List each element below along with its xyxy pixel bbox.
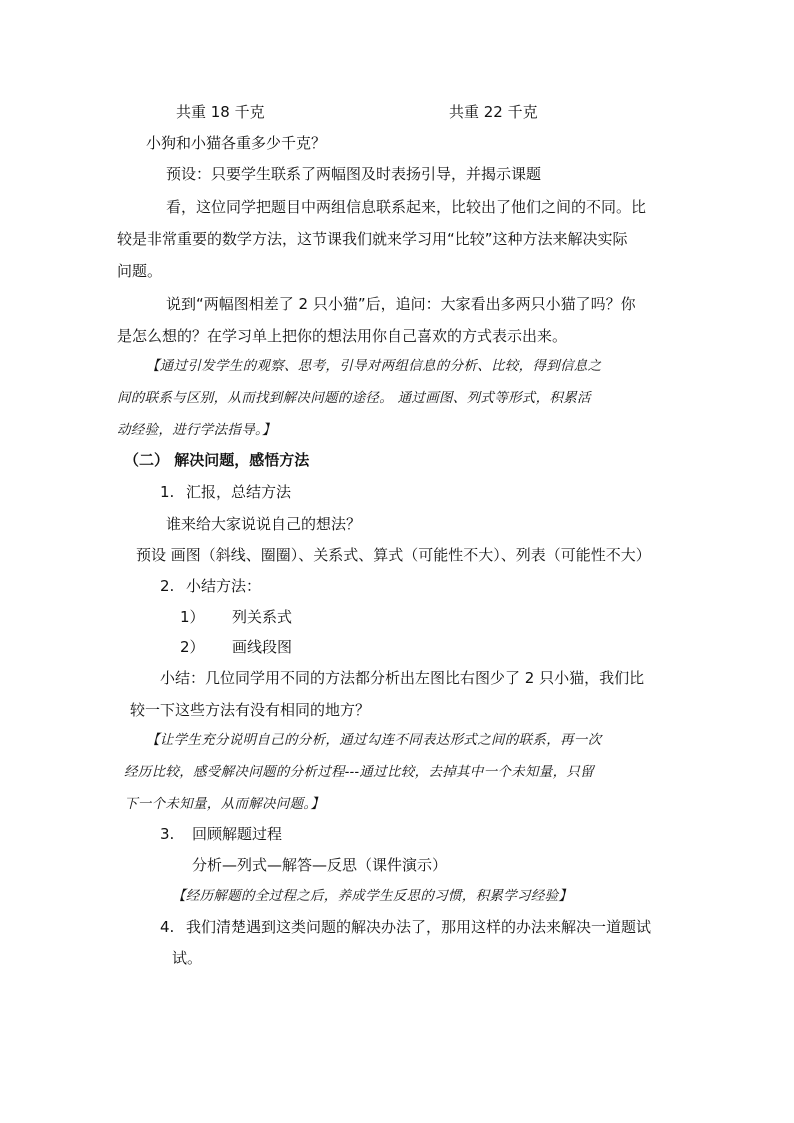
step-3-flow: 分析—列式—解答—反思（课件演示） [192,856,448,874]
list-item-text: 画线段图 [232,638,293,656]
step-2-number: 2. [160,577,175,595]
step-1-number: 1. [160,483,175,501]
summary-line-2: 较一下这些方法有没有相同的地方？ [130,701,371,719]
step-4-line-2: 试。 [172,949,203,967]
step-4-line-1: 我们清楚遇到这类问题的解决办法了，那用这样的办法来解决一道题试 [186,918,652,936]
question-text: 小狗和小猫各重多少千克？ [146,134,327,152]
intro-line-1: 看，这位同学把题目中两组信息联系起来，比较出了他们之间的不同。比 [166,198,647,216]
step-1-preset: 预设 画图（斜线、圈圈）、关系式、算式（可能性不大）、列表（可能性不大） [136,546,651,564]
teaching-note-2-line-3: 下一个未知量，从而解决问题。】 [124,796,325,812]
intro-line-3: 问题。 [117,262,163,280]
teaching-note-1-line-1: 【通过引发学生的观察、思考，引导对两组信息的分析、比较，得到信息之 [146,358,602,374]
weight-left: 共重 18 千克 [176,103,265,121]
teaching-note-1-line-3: 动经验，进行学法指导。】 [117,422,276,438]
weight-right: 共重 22 千克 [449,103,538,121]
intro-line-2: 较是非常重要的数学方法，这节课我们就来学习用“比较”这种方法来解决实际 [117,230,628,248]
list-item-number: 2） [180,638,205,656]
teaching-note-1-line-2: 间的联系与区别，从而找到解决问题的途径。 通过画图、列式等形式，积累活 [117,390,591,406]
teaching-note-2-line-2: 经历比较，感受解决问题的分析过程---通过比较，去掉其中一个未知量，只留 [124,764,594,780]
section-heading: （二） 解决问题，感悟方法 [124,451,310,469]
prompt-line-2: 是怎么想的？在学习单上把你的想法用你自己喜欢的方式表示出来。 [117,327,568,345]
list-item-text: 列关系式 [232,608,293,626]
step-1-ask: 谁来给大家说说自己的想法？ [166,515,362,533]
step-3-note: 【经历解题的全过程之后，养成学生反思的习惯，积累学习经验】 [172,888,573,904]
teaching-note-2-line-1: 【让学生充分说明自己的分析，通过勾连不同表达形式之间的联系，再一次 [146,732,602,748]
prompt-line-1: 说到“两幅图相差了 2 只小猫”后，追问：大家看出多两只小猫了吗？你 [166,295,636,313]
step-2-title: 小结方法： [186,577,262,595]
step-4-number: 4. [160,918,175,936]
step-1-title: 汇报，总结方法 [186,483,292,501]
list-item-number: 1） [180,608,205,626]
step-3-number: 3. [160,825,175,843]
summary-line-1: 小结：几位同学用不同的方法都分析出左图比右图少了 2 只小猫，我们比 [160,669,645,687]
step-3-title: 回顾解题过程 [192,825,283,843]
preset-text: 预设：只要学生联系了两幅图及时表扬引导，并揭示课题 [166,165,542,183]
